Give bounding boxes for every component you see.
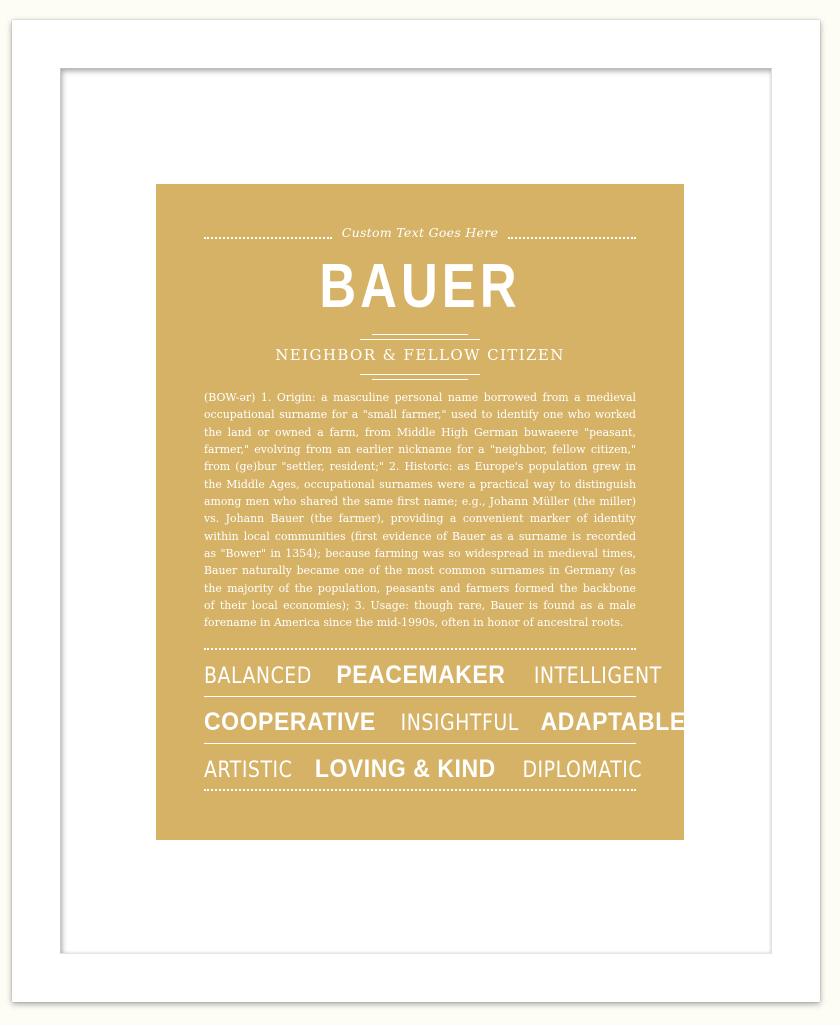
trait-word: ADAPTABLE [540,708,686,736]
custom-text: Custom Text Goes Here [341,225,499,240]
trait-separator [204,743,636,744]
trait-separator [204,696,636,697]
definition-line: of their local economies); 3. Usage: though rare, Bauer is found as a male [204,599,636,613]
name-meaning: NEIGHBOR & FELLOW CITIZEN [275,346,565,364]
definition-line: within local communities (first evidence of Bauer as a surname is recorded [204,529,636,543]
trait-row-3 [204,752,643,786]
trait-row-1 [204,658,662,692]
name-title: BAUER [319,252,521,321]
title-rule-top-1 [372,334,468,335]
definition-line: the Middle Ages, occupational surnames were a practical way to distinguish [204,477,636,491]
definition-line: farmer," evolving from an earlier nickname for a "neighbor, fellow citizen," [204,443,636,457]
definition-line: (BOW-ər) 1. Origin: a masculine personal name borrowed from a medieval [204,391,636,404]
trait-word: DIPLOMATIC [522,758,643,783]
meaning-rule-1 [360,374,480,375]
trait-row-2 [204,705,686,739]
traits-dotted-divider-top [204,648,636,650]
name-print [156,184,684,840]
definition-line: forename in America since the mid-1990s, often in honor of ancestral roots. [204,616,624,630]
definition-line: vs. Johann Bauer (the farmer), providing a convenient marker of identity [204,512,636,526]
definition-line: the land or owned a farm, from Middle High German buwaeere "peasant, [204,425,636,439]
dotted-divider-right [508,237,636,239]
definition-line: Bauer naturally became one of the most common surnames in Germany (as [204,564,636,578]
title-rule-top-2 [360,339,480,340]
definition-line: among men who shared the same first name; e.g., Johann Müller (the miller) [204,495,636,509]
trait-word: LOVING & KIND [314,755,496,783]
trait-word: PEACEMAKER [336,661,506,689]
definition-text [204,389,636,632]
definition-line: the majority of the population, peasants and farmers formed the backbone [204,581,636,595]
trait-word: INSIGHTFUL [400,711,519,736]
custom-text-row [204,224,636,244]
meaning-rule-2 [372,379,468,380]
definition-line: as "Bower" in 1354); because farming was so widespread in medieval times, [204,547,636,561]
definition-line: occupational surname for a "small farmer," used to identify one who worked [204,408,636,422]
trait-word: INTELLIGENT [534,664,662,689]
trait-word: BALANCED [204,664,312,689]
traits-dotted-divider-bottom [204,789,636,791]
trait-word: COOPERATIVE [204,708,376,736]
definition-line: from (ge)bur "settler, resident;" 2. Historic: as Europe's population grew in [204,460,636,474]
trait-word: ARTISTIC [204,758,293,783]
